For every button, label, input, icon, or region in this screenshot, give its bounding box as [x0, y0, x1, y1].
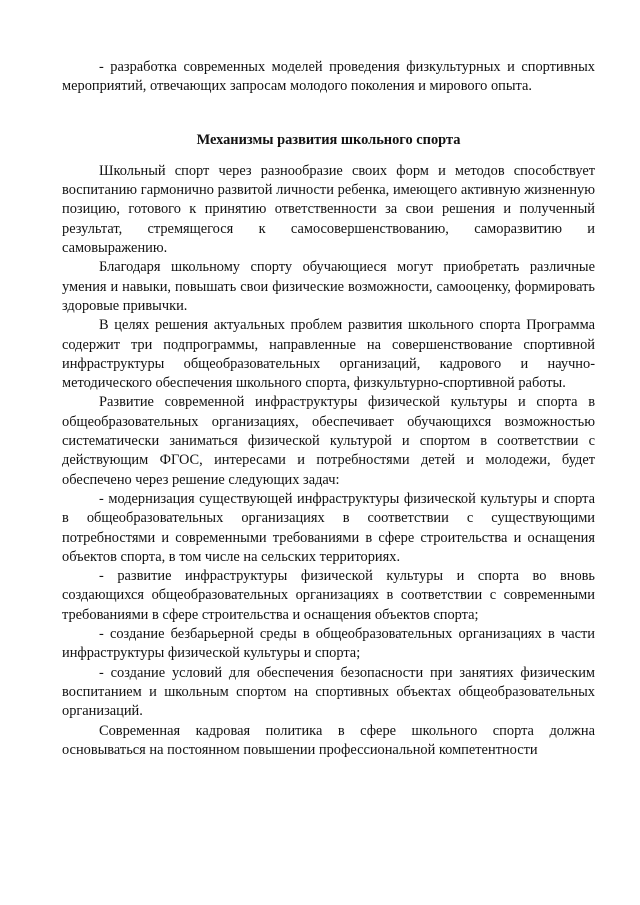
document-page: [62, 58, 595, 760]
task-list-item: - создание безбарьерной среды в общеобразовательных организациях в части инфраструктуры физической культуры и спорта;: [62, 626, 595, 662]
paragraph: Современная кадровая политика в сфере школьного спорта должна основываться на постоянном повышении профессиональной компетентности: [62, 722, 595, 758]
paragraph: В целях решения актуальных проблем развития школьного спорта Программа содержит три подпрограммы, направленные на совершенствование спортивной инфраструктуры общеобразовательных организаций, кадрового и научно-методического обеспечения школьного спорта, физкультурно-спортивной работы.: [62, 317, 595, 392]
task-list-item: - развитие инфраструктуры физической культуры и спорта во вновь создающихся общеобразовательных организациях в соответствии с современными требованиями в сфере строительства и оснащения объектов спорта;: [62, 568, 595, 623]
paragraph: Школьный спорт через разнообразие своих форм и методов способствует воспитанию гармонично развитой личности ребенка, имеющего активную жизненную позицию, готового к принятию ответственности за свои решения и полученный результат, стремящегося к самосовершенствованию, саморазвитию и самовыражению.: [62, 162, 595, 257]
section-heading: Механизмы развития школьного спорта: [196, 131, 461, 148]
task-list-item: - модернизация существующей инфраструктуры физической культуры и спорта в общеобразовательных организациях в соответствии с существующими потребностями и современными требованиями в сфере строительства и оснащения объектов спорта, в том числе на сельских территориях.: [62, 490, 595, 565]
task-list-item: - создание условий для обеспечения безопасности при занятиях физическим воспитанием и школьным спортом на спортивных объектах общеобразовательных организаций.: [62, 664, 595, 720]
paragraph: Развитие современной инфраструктуры физической культуры и спорта в общеобразовательных организациях, обеспечивает обучающихся возможностью систематически заниматься физической культурой и спортом в соответствии с действующим ФГОС, интересами и потребностями детей и молодежи, будет обеспечено через решение следующих задач:: [62, 394, 595, 488]
paragraph: Благодаря школьному спорту обучающиеся могут приобретать различные умения и навыки, повышать свои физические возможности, самооценку, формировать здоровые привычки.: [62, 259, 595, 314]
intro-list-item: - разработка современных моделей проведения физкультурных и спортивных мероприятий, отвечающих запросам молодого поколения и мирового опыта.: [62, 59, 595, 95]
